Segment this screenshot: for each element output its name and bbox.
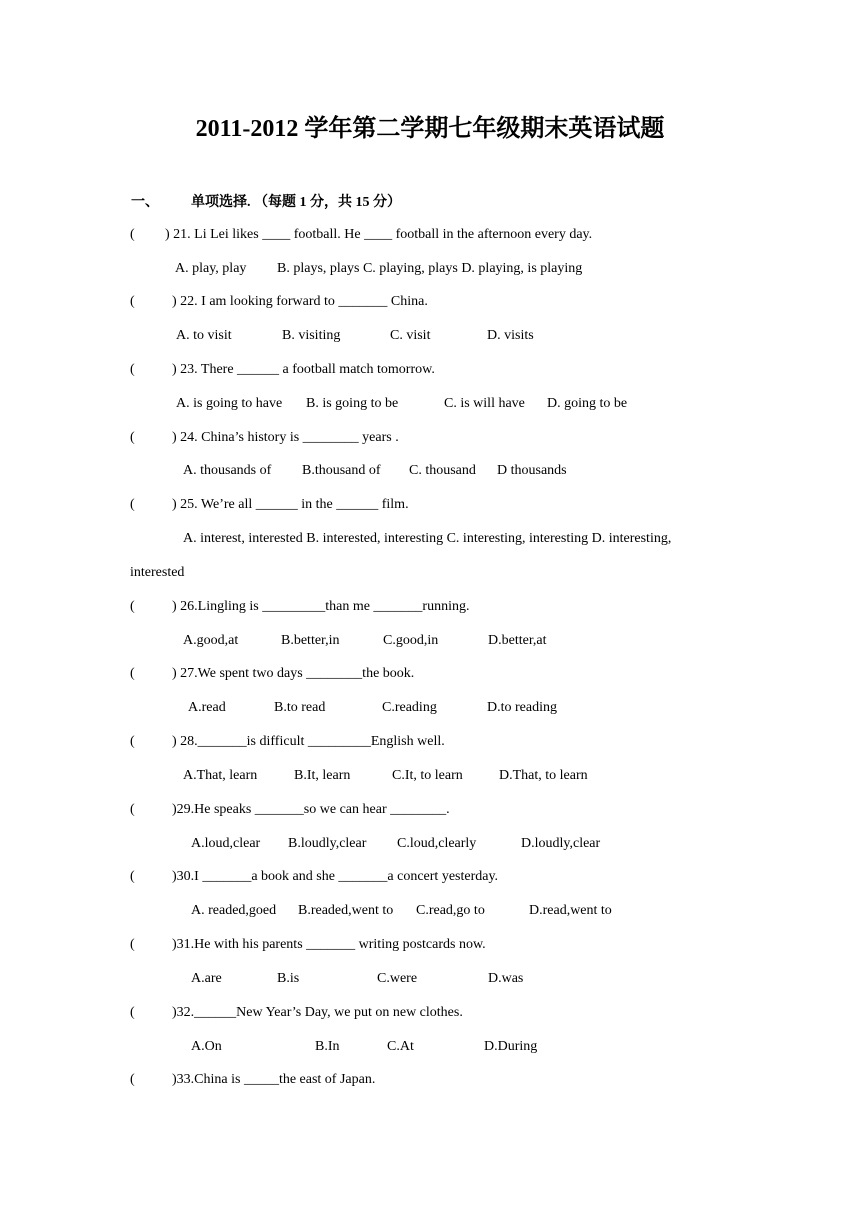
option: C.It, to learn: [392, 768, 463, 783]
question-stem: ) 26.Lingling is _________than me _______running.: [172, 599, 470, 614]
option: B.It, learn: [294, 768, 351, 783]
option: D.to reading: [487, 700, 557, 715]
option: B.In: [315, 1039, 340, 1054]
option: B.better,in: [281, 633, 340, 648]
option: B. is going to be: [306, 396, 399, 411]
section-number: 一、: [131, 195, 159, 210]
option: A. thousands of: [183, 463, 272, 478]
option: A. play, play: [175, 261, 247, 276]
answer-bracket: (: [130, 1005, 135, 1020]
option-continuation: interested: [130, 565, 185, 580]
option: A.good,at: [183, 633, 239, 648]
option: C.were: [377, 971, 418, 986]
option: D.read,went to: [529, 903, 612, 918]
option: D. visits: [487, 328, 534, 343]
option: C. visit: [390, 328, 431, 343]
section-heading: 单项选择. （每题 1 分，共 15 分）: [191, 195, 401, 210]
option: C.good,in: [383, 633, 439, 648]
option: D.During: [484, 1039, 538, 1054]
question-stem: ) 21. Li Lei likes ____ football. He ____ football in the afternoon every day.: [165, 227, 593, 242]
option: A.loud,clear: [191, 836, 261, 851]
option: C.reading: [382, 700, 437, 715]
answer-bracket: (: [130, 666, 135, 681]
answer-bracket: (: [130, 937, 135, 952]
option: A.read: [188, 700, 226, 715]
question-stem: ) 23. There ______ a football match tomorrow.: [172, 362, 435, 377]
answer-bracket: (: [130, 869, 135, 884]
question-stem: )33.China is _____the east of Japan.: [172, 1072, 376, 1087]
option: D thousands: [497, 463, 567, 478]
option: A.On: [191, 1039, 222, 1054]
option: B.to read: [274, 700, 326, 715]
option: C.loud,clearly: [397, 836, 477, 851]
question-stem: ) 24. China’s history is ________ years .: [172, 430, 399, 445]
option: D.better,at: [488, 633, 547, 648]
option: C.read,go to: [416, 903, 485, 918]
option: A. to visit: [176, 328, 232, 343]
option: B. visiting: [282, 328, 341, 343]
option: B.readed,went to: [298, 903, 394, 918]
answer-bracket: (: [130, 734, 135, 749]
question-stem: )31.He with his parents _______ writing postcards now.: [172, 937, 486, 952]
option: B.thousand of: [302, 463, 381, 478]
option: A. interest, interested B. interested, interesting C. interesting, interesting D. interesting,: [183, 531, 672, 546]
option: D. going to be: [547, 396, 628, 411]
option: D.That, to learn: [499, 768, 588, 783]
answer-bracket: (: [130, 294, 135, 309]
option: A. readed,goed: [191, 903, 277, 918]
option: B. plays, plays C. playing, plays D. playing, is playing: [277, 261, 583, 276]
question-stem: ) 28._______is difficult _________English well.: [172, 734, 445, 749]
question-stem: ) 25. We’re all ______ in the ______ film.: [172, 497, 409, 512]
option: A.are: [191, 971, 222, 986]
option: D.was: [488, 971, 524, 986]
answer-bracket: (: [130, 802, 135, 817]
option: A. is going to have: [176, 396, 283, 411]
answer-bracket: (: [130, 497, 135, 512]
page-title: 2011-2012 学年第二学期七年级期末英语试题: [195, 116, 665, 142]
answer-bracket: (: [130, 599, 135, 614]
answer-bracket: (: [130, 430, 135, 445]
option: B.loudly,clear: [288, 836, 367, 851]
option: C. thousand: [409, 463, 476, 478]
answer-bracket: (: [130, 227, 135, 242]
question-stem: )30.I _______a book and she _______a concert yesterday.: [172, 869, 499, 884]
question-stem: )29.He speaks _______so we can hear ________.: [172, 802, 450, 817]
question-stem: )32.______New Year’s Day, we put on new clothes.: [172, 1005, 463, 1020]
answer-bracket: (: [130, 1072, 135, 1087]
option: B.is: [277, 971, 300, 986]
answer-bracket: (: [130, 362, 135, 377]
question-stem: ) 22. I am looking forward to _______ China.: [172, 294, 428, 309]
option: C.At: [387, 1039, 414, 1054]
option: D.loudly,clear: [521, 836, 601, 851]
option: A.That, learn: [183, 768, 258, 783]
question-stem: ) 27.We spent two days ________the book.: [172, 666, 415, 681]
option: C. is will have: [444, 396, 525, 411]
